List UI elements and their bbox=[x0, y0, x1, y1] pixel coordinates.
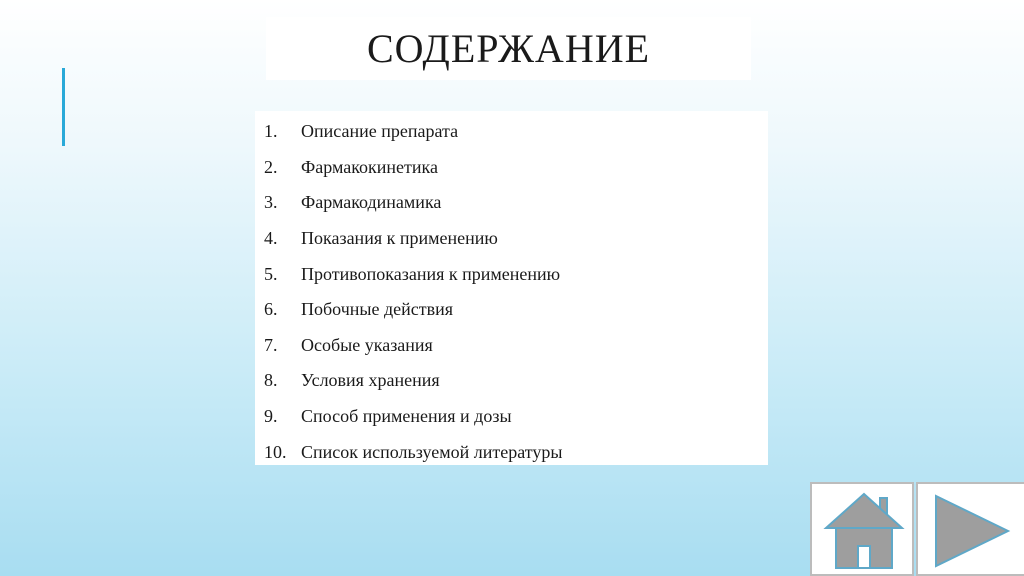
toc-list bbox=[255, 111, 768, 470]
list-item-label: Список используемой литературы bbox=[301, 441, 563, 462]
list-item-number: 6. bbox=[264, 299, 278, 320]
list-item bbox=[255, 399, 768, 435]
list-item bbox=[255, 434, 768, 470]
list-item bbox=[255, 185, 768, 221]
list-item-number: 10. bbox=[264, 441, 287, 462]
list-item-number: 9. bbox=[264, 406, 278, 427]
list-item-label: Фармакокинетика bbox=[301, 156, 438, 177]
table-of-contents bbox=[255, 111, 768, 465]
list-item bbox=[255, 256, 768, 292]
home-button[interactable] bbox=[810, 482, 914, 576]
play-triangle-icon bbox=[918, 484, 1024, 576]
list-item-number: 7. bbox=[264, 334, 278, 355]
list-item-label: Побочные действия bbox=[301, 299, 454, 320]
list-item bbox=[255, 150, 768, 186]
list-item-number: 8. bbox=[264, 370, 278, 391]
next-slide-button[interactable] bbox=[916, 482, 1024, 576]
list-item bbox=[255, 292, 768, 328]
list-item-label: Способ применения и дозы bbox=[301, 406, 512, 427]
list-item-label: Особые указания bbox=[301, 334, 433, 355]
list-item-label: Фармакодинамика bbox=[301, 192, 442, 213]
page-title: СОДЕРЖАНИЕ bbox=[366, 26, 651, 71]
list-item-number: 1. bbox=[264, 121, 278, 142]
list-item-number: 2. bbox=[264, 156, 278, 177]
list-item-label: Показания к применению bbox=[301, 228, 498, 249]
list-item-number: 3. bbox=[264, 192, 278, 213]
list-item bbox=[255, 221, 768, 257]
title-box bbox=[266, 17, 751, 80]
list-item bbox=[255, 363, 768, 399]
list-item-label: Противопоказания к применению bbox=[301, 263, 561, 284]
list-item-number: 4. bbox=[264, 228, 278, 249]
list-item-label: Условия хранения bbox=[301, 370, 440, 391]
list-item bbox=[255, 114, 768, 150]
list-item-number: 5. bbox=[264, 263, 278, 284]
home-icon bbox=[812, 484, 916, 576]
accent-bar bbox=[62, 68, 65, 146]
list-item bbox=[255, 328, 768, 364]
list-item-label: Описание препарата bbox=[301, 121, 459, 142]
